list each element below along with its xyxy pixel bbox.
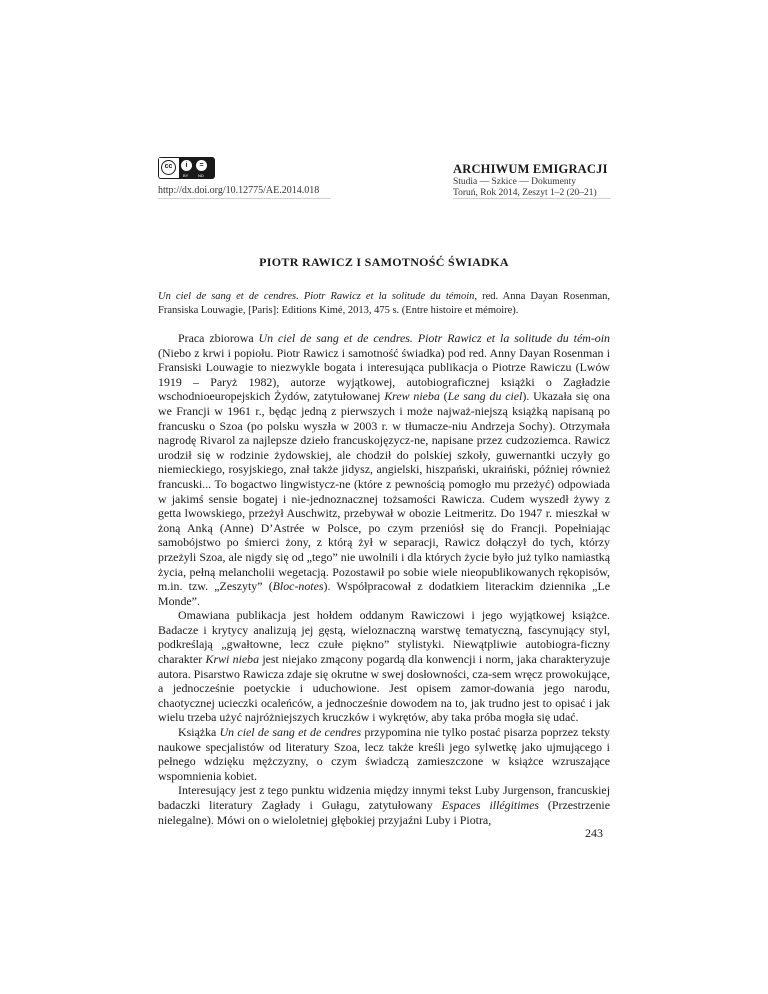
article-title: PIOTR RAWICZ I SAMOTNOŚĆ ŚWIADKA — [259, 255, 509, 269]
header-divider-right — [453, 198, 611, 199]
paragraph-2: Omawiana publikacja jest hołdem oddanym Rawiczowi i jego wyjątkowej książce. Badacze i krytycy analizują jej gęstą, wieloznaczną warstwę tematyczną, fascynujący styl, podkreślają „gwałtowne, lecz czułe piękno” stylistyki. Niewątpliwie autobiogra-ficzny charakter Krwi nieba jest niejako zmącony pogardą dla konwencji i norm, jaka charakteryzuje autora. Pisarstwo Rawicza zdaje się okrutne w swej dosłowności, cza-sem wręcz prowokujące, a jednocześnie poetyckie i uduchowione. Jest opisem zamor-dowania jego narodu, chaotycznej ucieczki ocaleńców, a jednocześnie dowodem na to, jak trudno jest to opisać i jak wielu trzeba użyć najróżniejszych kruczków i wykrętów, aby taka próba mogła się udać. — [158, 608, 610, 725]
license-tag-by: BY — [183, 173, 189, 178]
paragraph-1: Praca zbiorowa Un ciel de sang et de cendres. Piotr Rawicz et la solitude du tém-oin (Niebo z krwi i popiołu. Piotr Rawicz i samotność świadka) pod red. Anny Dayan Rosenman i Fransiski Louwagie to niezwykle bogata i interesująca publikacja o Piotrze Rawiczu (Lwów 1919 – Paryż 1982), autorze wyjątkowej, autobiograficznej książki o Zagładzie wschodnioeuropejskich Żydów, zatytułowanej Krew nieba (Le sang du ciel). Ukazała się ona we Francji w 1961 r., będąc jedną z pierwszych i może najważ-niejszą książką napisaną po francusku o Szoa (po polsku wyszła w 2003 r. w tłumacze-niu Andrzeja Sochy). Otrzymała nagrodę Rivarol za najlepsze dzieło francuskojęzycz-ne, napisane przez cudzoziemca. Rawicz urodził się w rodzinie żydowskiej, ale chodził do polskiej szkoły, guwernantki uczyły go niemieckiego, rosyjskiego, znał także jidysz, angielski, hiszpański, ukraiński, później również francuski... To bogactwo lingwistycz-ne (które z pewnością pomogło mu przeżyć) odpowiada w jakimś sensie bogatej i nie-jednoznacznej tożsamości Rawicza. Cudem wyszedł żywy z getta lwowskiego, przeżył Auschwitz, przebywał w obozie Leitmeritz. Do 1947 r. mieszkał w żoną Anką (Anne) D’Astrée w Polsce, po czym przeniósł się do Francji. Popełniając samobójstwo po śmierci żony, z którą żył w separacji, Rawicz dołączył do tych, którzy przeżyli Szoa, ale nigdy się od „tego” nie uwolnili i dla których życie było już tylko namiastką życia, pełną melancholii wegetacją. Pozostawił po sobie wiele nieopublikowanych rękopisów, m.in. tzw. „Zeszyty” (Bloc-notes). Współpracował z dodatkiem literackim dziennika „Le Monde”. — [158, 331, 611, 608]
journal-subtitle: Studia — Szkice — Dokumenty — [453, 177, 576, 187]
paragraph-3: Książka Un ciel de sang et de cendres przypomina nie tylko postać pisarza poprzez teksty naukowe specjalistów od literatury Szoa, lecz także kreśli jego sylwetkę jako ujmującego i pełnego wdzięku mężczyzny, o czym świadczą zamieszczone w książce wzruszające wspomnienia kobiet. — [158, 725, 610, 783]
doi-link[interactable]: http://dx.doi.org/10.12775/AE.2014.018 — [158, 185, 320, 196]
citation-book-title: Un ciel de sang et de cendres. Piotr Rawicz et la solitude du témoin — [158, 291, 475, 302]
book-citation — [158, 290, 610, 318]
paragraph-4: Interesujący jest z tego punktu widzenia między innymi tekst Luby Jurgenson, francuskiej badaczki literatury Zagłady i Gułagu, zatytułowany Espaces illégitimes (Przestrzenie nielegalne). Mówi on o wieloletniej głębokiej przyjaźni Luby i Piotra, — [158, 783, 610, 827]
article-body — [158, 331, 610, 827]
page-number: 243 — [585, 826, 603, 840]
journal-title: ARCHIWUM EMIGRACJI — [453, 162, 608, 176]
attribution-icon: i — [181, 160, 192, 171]
creative-commons-license-icon — [158, 157, 215, 179]
header-divider-left — [158, 198, 331, 199]
cc-icon: cc — [161, 160, 176, 175]
license-tag-nd: ND — [198, 173, 204, 178]
citation-details: , red. Anna Dayan Rosenman, Fransiska Louwagie, [Paris]: Editions Kimé, 2013, 475 s. (Entre histoire et mémoire). — [158, 291, 610, 316]
journal-info — [453, 177, 597, 199]
no-derivatives-icon: = — [196, 160, 207, 171]
journal-issue: Toruń, Rok 2014, Zeszyt 1–2 (20–21) — [453, 188, 597, 198]
